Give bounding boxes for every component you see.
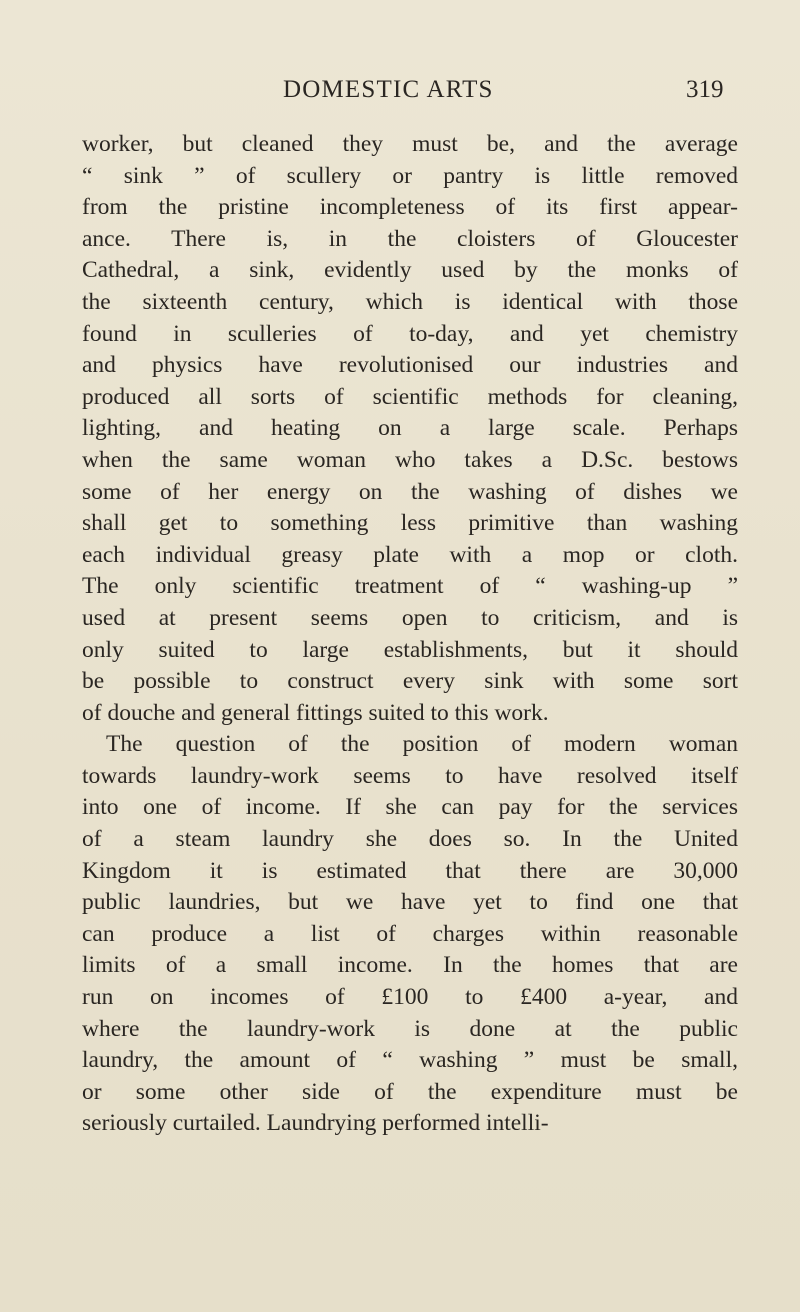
text-line: only suited to large establishments, but it should	[82, 636, 738, 663]
body-text	[82, 129, 738, 1140]
text-line: into one of income. If she can pay for the services	[82, 794, 738, 821]
text-line: limits of a small income. In the homes that are	[82, 952, 738, 979]
page-number: 319	[686, 76, 724, 103]
text-line: Cathedral, a sink, evidently used by the monks of	[82, 257, 738, 284]
text-line: be possible to construct every sink with some sort	[82, 668, 738, 695]
text-line: produced all sorts of scientific methods for cleaning,	[82, 383, 738, 410]
text-line: each individual greasy plate with a mop or cloth.	[82, 541, 738, 568]
text-line: and physics have revolutionised our industries and	[82, 352, 738, 379]
paragraph-start-line: The question of the position of modern woman	[106, 731, 738, 758]
text-line: used at present seems open to criticism, and is	[82, 604, 738, 631]
text-line: “ sink ” of scullery or pantry is little removed	[82, 162, 738, 189]
paragraph-end-line: of douche and general fittings suited to this work.	[82, 699, 549, 726]
text-line: of a steam laundry she does so. In the United	[82, 826, 738, 853]
text-line: The only scientific treatment of “ washing-up ”	[82, 573, 738, 600]
text-line: can produce a list of charges within reasonable	[82, 920, 738, 947]
text-line: where the laundry-work is done at the public	[82, 1015, 738, 1042]
text-line: worker, but cleaned they must be, and the average	[82, 131, 738, 157]
text-line: Kingdom it is estimated that there are 30,000	[82, 857, 738, 884]
running-head	[0, 76, 800, 112]
text-line: seriously curtailed. Laundrying performed intelli-	[82, 1110, 549, 1137]
text-line: or some other side of the expenditure must be	[82, 1078, 738, 1105]
text-line: public laundries, but we have yet to find one that	[82, 889, 738, 916]
text-line: some of her energy on the washing of dishes we	[82, 478, 738, 505]
text-line: lighting, and heating on a large scale. Perhaps	[82, 415, 738, 442]
text-line: shall get to something less primitive than washing	[82, 510, 738, 537]
text-line: towards laundry-work seems to have resolved itself	[82, 762, 738, 789]
text-line: ance. There is, in the cloisters of Gloucester	[82, 225, 738, 252]
text-line: run on incomes of £100 to £400 a-year, and	[82, 984, 738, 1011]
text-line: when the same woman who takes a D.Sc. bestows	[82, 446, 738, 473]
text-line: from the pristine incompleteness of its first appear-	[82, 194, 738, 221]
text-line: found in sculleries of to-day, and yet chemistry	[82, 320, 738, 347]
text-line: laundry, the amount of “ washing ” must be small,	[82, 1047, 738, 1074]
text-line: the sixteenth century, which is identical with those	[82, 288, 738, 315]
running-title: DOMESTIC ARTS	[283, 76, 494, 103]
